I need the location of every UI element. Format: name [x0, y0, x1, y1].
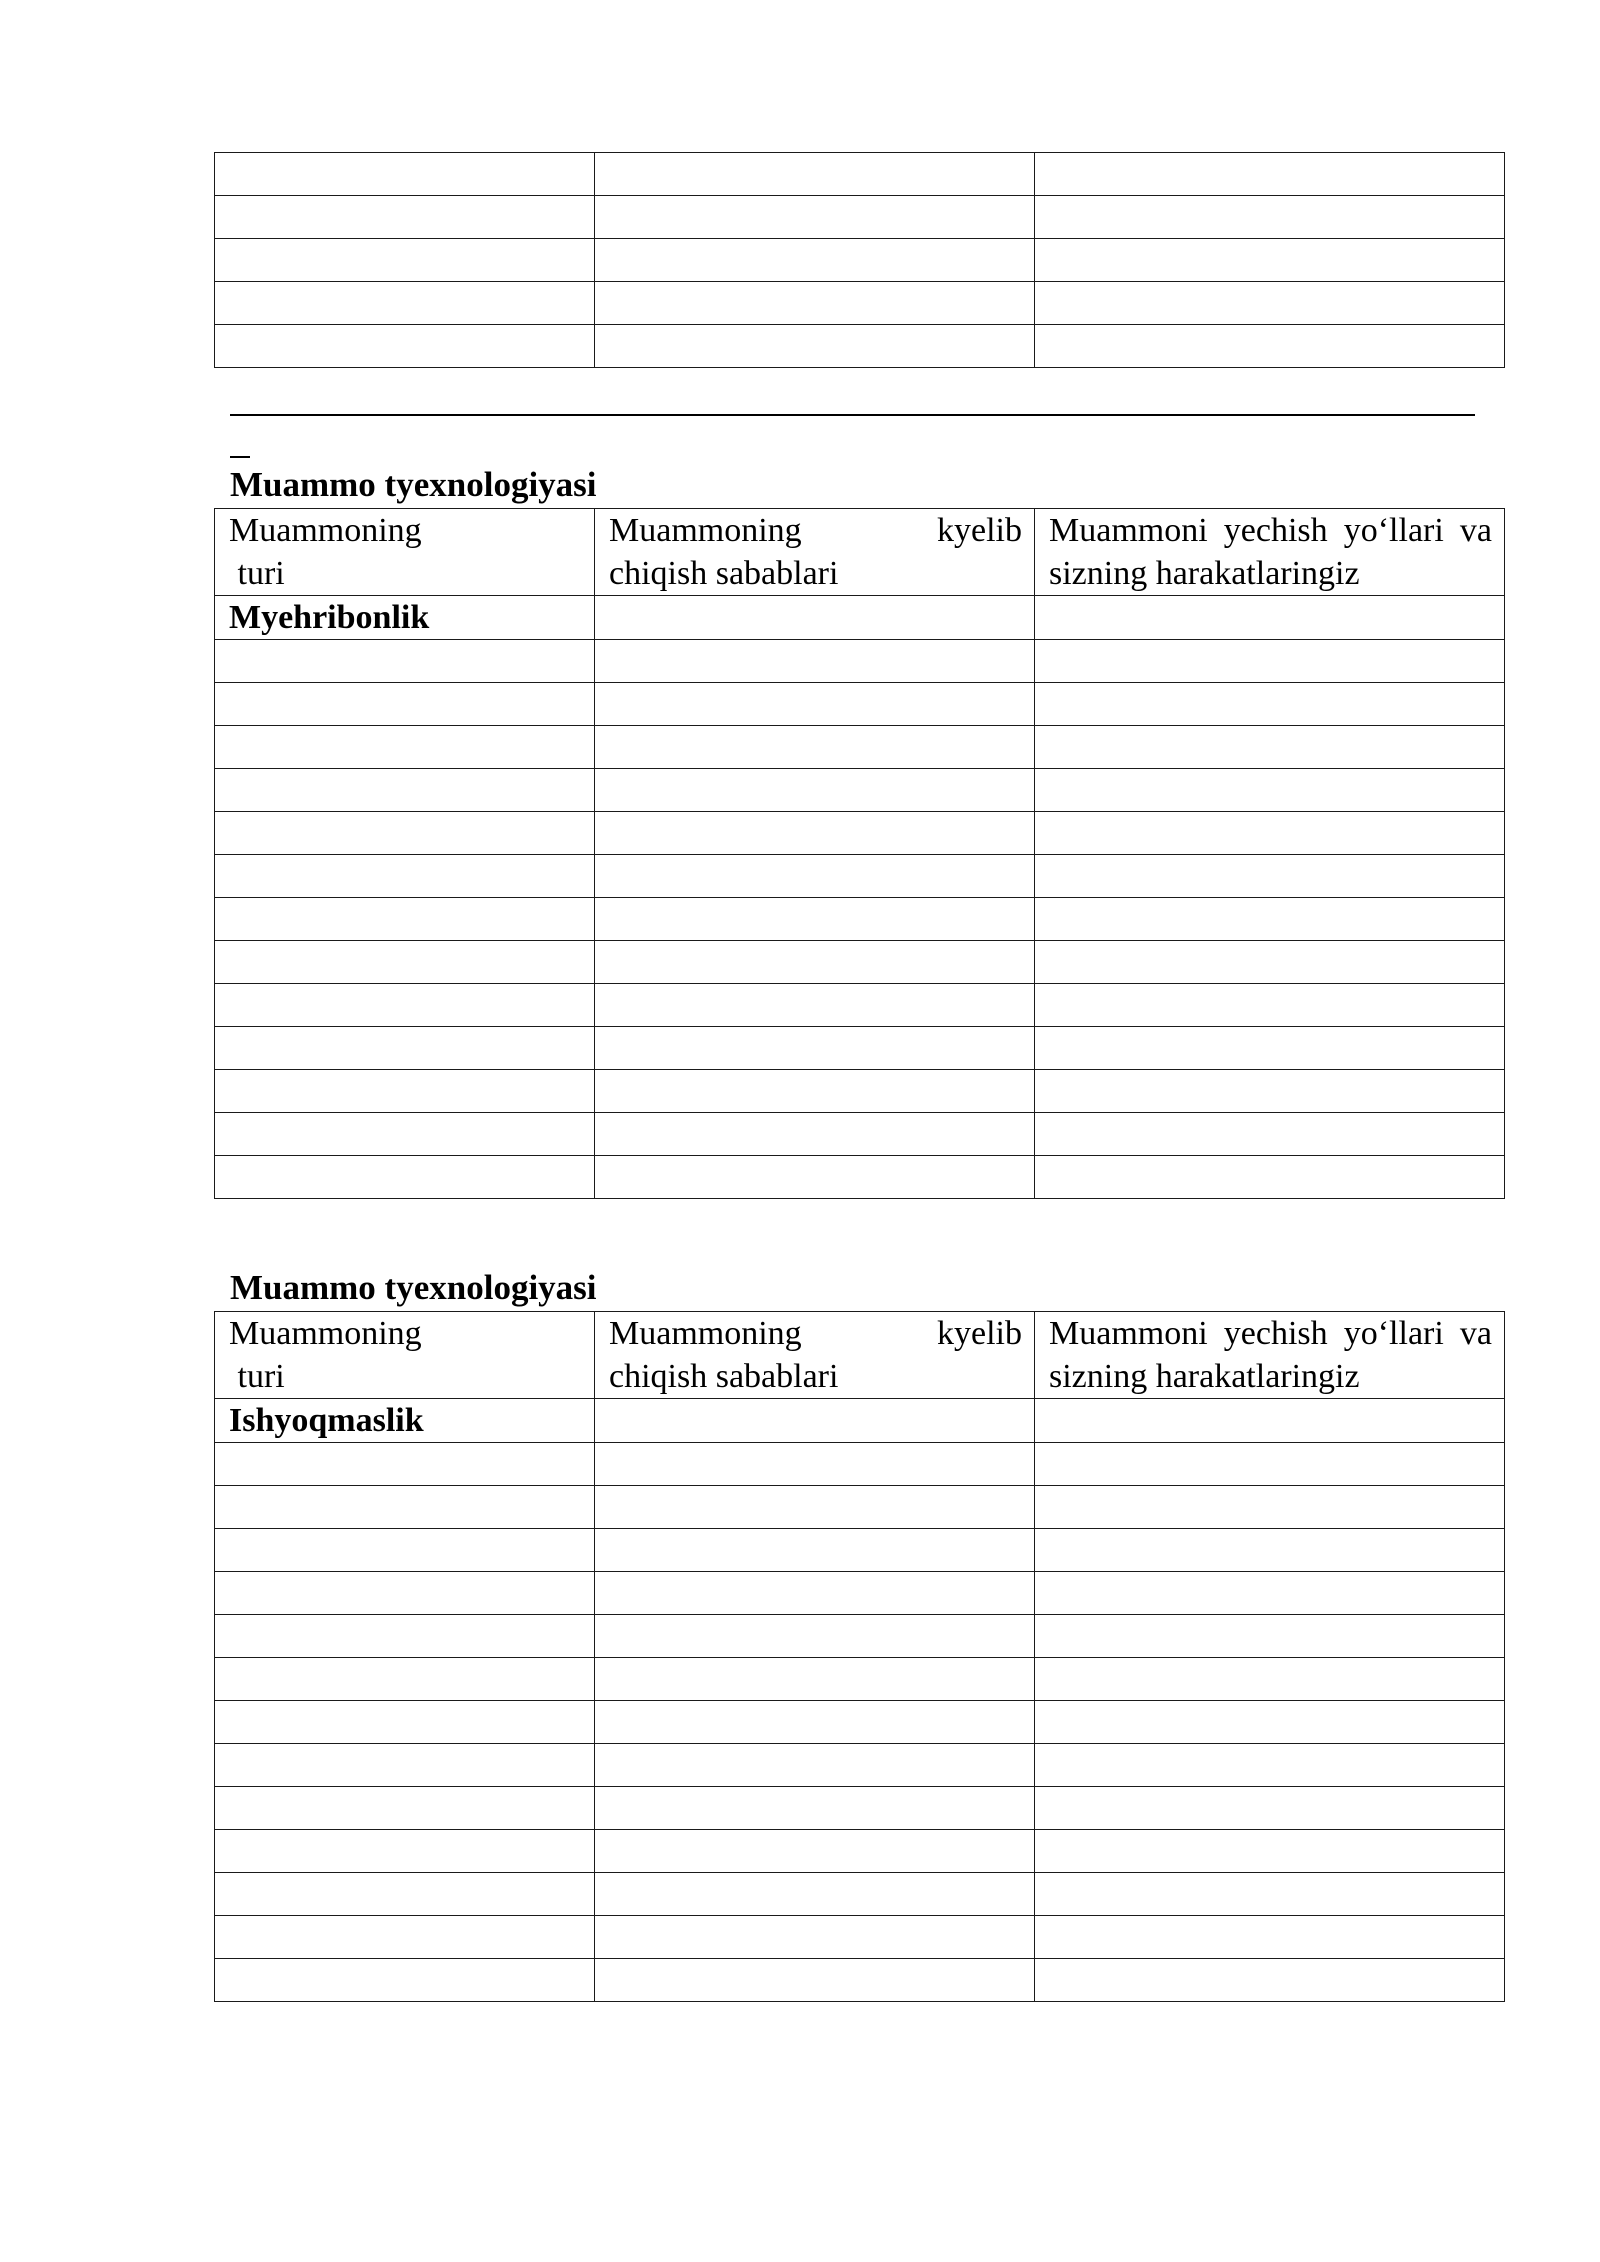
table-cell[interactable] — [215, 1113, 595, 1156]
table-cell[interactable] — [215, 726, 595, 769]
table-cell[interactable] — [215, 1615, 595, 1658]
table-cell[interactable] — [215, 1027, 595, 1070]
table-cell[interactable] — [215, 1959, 595, 2002]
table-row — [215, 640, 1505, 683]
table-cell[interactable] — [595, 898, 1035, 941]
header-text: Muammoning — [609, 1315, 802, 1352]
table-cell[interactable] — [1035, 726, 1505, 769]
table-cell[interactable] — [215, 769, 595, 812]
table-cell[interactable] — [595, 1701, 1035, 1744]
table-row — [215, 282, 1505, 325]
table-cell[interactable] — [595, 596, 1035, 640]
table-row — [215, 726, 1505, 769]
table-cell[interactable] — [1035, 282, 1505, 325]
table-cell[interactable] — [595, 153, 1035, 196]
table-cell[interactable] — [215, 1787, 595, 1830]
top-continuation-table — [214, 152, 1505, 368]
table-row — [215, 596, 1505, 640]
header-text: chiqish sabablari — [609, 1358, 839, 1395]
table-row — [215, 1658, 1505, 1701]
table-cell[interactable] — [1035, 1916, 1505, 1959]
table-cell[interactable] — [215, 239, 595, 282]
table-row — [215, 1959, 1505, 2002]
table-cell[interactable] — [595, 984, 1035, 1027]
table-cell[interactable] — [595, 1443, 1035, 1486]
table-cell[interactable] — [215, 1873, 595, 1916]
table-row — [215, 1156, 1505, 1199]
table-cell[interactable] — [215, 1529, 595, 1572]
problem-type-cell[interactable] — [215, 1399, 595, 1443]
table-cell[interactable] — [215, 1156, 595, 1199]
table-cell[interactable] — [1035, 325, 1505, 368]
table-cell[interactable] — [215, 1658, 595, 1701]
header-cell-problem-type — [215, 1312, 595, 1399]
table-cell[interactable] — [1035, 855, 1505, 898]
table-row — [215, 1615, 1505, 1658]
problem-table-1 — [214, 508, 1505, 1199]
problem-type-cell[interactable] — [215, 596, 595, 640]
header-text: kyelib — [937, 1315, 1022, 1352]
table-cell[interactable] — [595, 325, 1035, 368]
table-cell[interactable] — [1035, 596, 1505, 640]
table-row — [215, 1916, 1505, 1959]
header-cell-solutions — [1035, 1312, 1505, 1399]
table-cell[interactable] — [1035, 1070, 1505, 1113]
table-row — [215, 1486, 1505, 1529]
header-text: kyelib — [937, 512, 1022, 549]
table-row — [215, 1113, 1505, 1156]
table-row — [215, 898, 1505, 941]
table-cell[interactable] — [1035, 1156, 1505, 1199]
table-cell[interactable] — [215, 282, 595, 325]
table-row — [215, 1443, 1505, 1486]
table-cell[interactable] — [595, 812, 1035, 855]
table-cell[interactable] — [595, 1529, 1035, 1572]
table-cell[interactable] — [215, 1572, 595, 1615]
table-cell[interactable] — [215, 1701, 595, 1744]
table-row — [215, 683, 1505, 726]
header-text: Muammoni yechish yo‘llari va sizning harakatlaringiz — [1049, 1315, 1492, 1395]
table-cell[interactable] — [595, 1873, 1035, 1916]
table-cell[interactable] — [1035, 1787, 1505, 1830]
table-cell[interactable] — [595, 1744, 1035, 1787]
table-cell[interactable] — [215, 1070, 595, 1113]
table-row — [215, 1070, 1505, 1113]
table-cell[interactable] — [215, 1916, 595, 1959]
table-cell[interactable] — [1035, 1658, 1505, 1701]
table-cell[interactable] — [595, 1787, 1035, 1830]
table-cell[interactable] — [595, 1615, 1035, 1658]
table-cell[interactable] — [595, 1572, 1035, 1615]
table-row — [215, 769, 1505, 812]
table-row — [215, 1701, 1505, 1744]
table-cell[interactable] — [595, 1156, 1035, 1199]
table-cell[interactable] — [215, 984, 595, 1027]
table-cell[interactable] — [595, 1658, 1035, 1701]
table-row — [215, 153, 1505, 196]
header-text: turi — [237, 555, 285, 592]
header-text: Muammoning — [229, 1315, 422, 1352]
table-cell[interactable] — [1035, 1399, 1505, 1443]
header-cell-solutions — [1035, 509, 1505, 596]
table-cell[interactable] — [215, 640, 595, 683]
table-cell[interactable] — [1035, 640, 1505, 683]
table-cell[interactable] — [595, 769, 1035, 812]
table-header-row — [215, 509, 1505, 596]
table-cell[interactable] — [595, 1027, 1035, 1070]
table-row — [215, 1529, 1505, 1572]
table-cell[interactable] — [595, 640, 1035, 683]
table-cell[interactable] — [1035, 153, 1505, 196]
table-cell[interactable] — [1035, 683, 1505, 726]
header-text: Muammoni yechish yo‘llari va sizning harakatlaringiz — [1049, 512, 1492, 592]
table-cell[interactable] — [215, 196, 595, 239]
header-cell-problem-type — [215, 509, 595, 596]
table-cell[interactable] — [215, 898, 595, 941]
table-row — [215, 239, 1505, 282]
underscore-mark — [230, 456, 250, 458]
table-cell[interactable] — [1035, 1701, 1505, 1744]
table-cell[interactable] — [1035, 812, 1505, 855]
table-cell[interactable] — [595, 282, 1035, 325]
section-title: Muammo tyexnologiyasi — [230, 465, 597, 504]
table-row — [215, 325, 1505, 368]
table-cell[interactable] — [1035, 1486, 1505, 1529]
table-cell[interactable] — [1035, 1572, 1505, 1615]
table-cell[interactable] — [1035, 1615, 1505, 1658]
table-cell[interactable] — [1035, 1113, 1505, 1156]
table-cell[interactable] — [595, 1830, 1035, 1873]
table-cell[interactable] — [595, 1916, 1035, 1959]
table-row — [215, 855, 1505, 898]
table-header-row — [215, 1312, 1505, 1399]
problem-type-label: Ishyoqmaslik — [229, 1402, 424, 1439]
table-row — [215, 984, 1505, 1027]
table-cell[interactable] — [595, 1399, 1035, 1443]
table-row — [215, 1572, 1505, 1615]
table-cell[interactable] — [595, 726, 1035, 769]
table-cell[interactable] — [1035, 1959, 1505, 2002]
table-row — [215, 1744, 1505, 1787]
table-cell[interactable] — [215, 855, 595, 898]
table-cell[interactable] — [1035, 898, 1505, 941]
table-cell[interactable] — [1035, 196, 1505, 239]
header-text: chiqish sabablari — [609, 555, 839, 592]
table-cell[interactable] — [215, 325, 595, 368]
table-cell[interactable] — [595, 196, 1035, 239]
table-cell[interactable] — [1035, 1027, 1505, 1070]
table-row — [215, 1027, 1505, 1070]
header-text: turi — [237, 1358, 285, 1395]
table-row — [215, 1873, 1505, 1916]
table-cell[interactable] — [1035, 1529, 1505, 1572]
table-cell[interactable] — [215, 683, 595, 726]
table-cell[interactable] — [215, 1830, 595, 1873]
problem-type-label: Myehribonlik — [229, 599, 430, 636]
table-row — [215, 941, 1505, 984]
table-cell[interactable] — [1035, 239, 1505, 282]
table-cell[interactable] — [1035, 941, 1505, 984]
header-text: Muammoning — [609, 512, 802, 549]
table-cell[interactable] — [1035, 984, 1505, 1027]
table-cell[interactable] — [215, 941, 595, 984]
table-cell[interactable] — [215, 153, 595, 196]
table-cell[interactable] — [595, 1486, 1035, 1529]
table-row — [215, 812, 1505, 855]
horizontal-rule — [230, 414, 1475, 416]
table-cell[interactable] — [595, 239, 1035, 282]
table-row — [215, 1830, 1505, 1873]
table-cell[interactable] — [595, 683, 1035, 726]
table-cell[interactable] — [595, 1113, 1035, 1156]
header-text: Muammoning — [229, 512, 422, 549]
table-cell[interactable] — [215, 1744, 595, 1787]
table-row — [215, 1399, 1505, 1443]
section-title: Muammo tyexnologiyasi — [230, 1268, 597, 1307]
table-cell[interactable] — [215, 812, 595, 855]
table-cell[interactable] — [595, 1959, 1035, 2002]
table-cell[interactable] — [595, 1070, 1035, 1113]
header-cell-causes — [595, 1312, 1035, 1399]
table-row — [215, 196, 1505, 239]
table-cell[interactable] — [595, 941, 1035, 984]
header-cell-causes — [595, 509, 1035, 596]
table-cell[interactable] — [595, 855, 1035, 898]
table-cell[interactable] — [215, 1443, 595, 1486]
table-cell[interactable] — [1035, 1830, 1505, 1873]
table-cell[interactable] — [1035, 1443, 1505, 1486]
table-cell[interactable] — [215, 1486, 595, 1529]
problem-table-2 — [214, 1311, 1505, 2002]
table-row — [215, 1787, 1505, 1830]
table-cell[interactable] — [1035, 769, 1505, 812]
table-cell[interactable] — [1035, 1744, 1505, 1787]
table-cell[interactable] — [1035, 1873, 1505, 1916]
